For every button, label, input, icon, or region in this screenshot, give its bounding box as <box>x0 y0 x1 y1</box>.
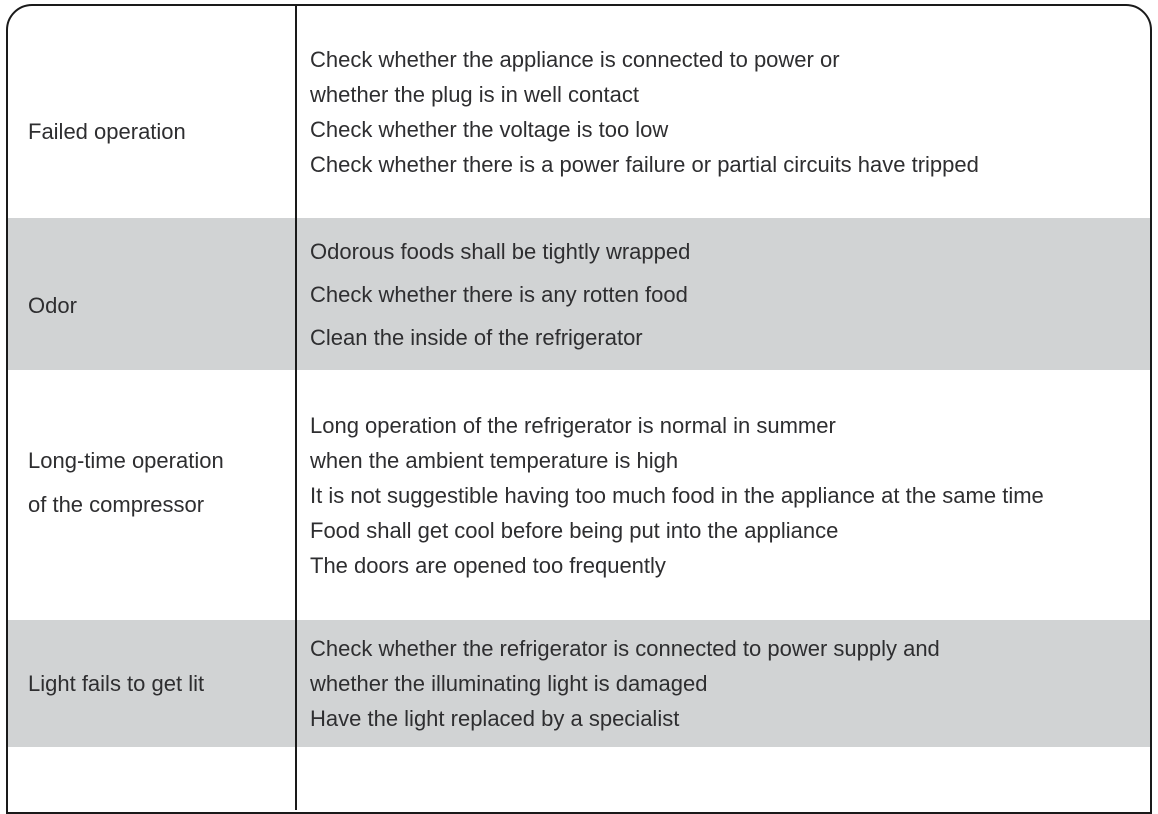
solution-line: Check whether the voltage is too low <box>310 117 669 142</box>
solution-cell <box>297 6 1150 218</box>
solution-cell <box>297 747 1150 810</box>
solution-line: The doors are opened too frequently <box>310 552 666 578</box>
solution-line: whether the plug is in well contact <box>310 82 639 107</box>
solution-line: Check whether there is a power failure or partial circuits have tripped <box>310 152 979 177</box>
problem-label: Odor <box>28 292 77 318</box>
solution-cell <box>297 620 1150 747</box>
solution-line: Have the light replaced by a specialist <box>310 706 680 731</box>
problem-label: Long-time operation <box>28 448 224 473</box>
solution-line: Check whether the appliance is connected to power or <box>310 47 840 72</box>
problem-cell <box>8 620 297 747</box>
table-row-cutoff <box>8 747 1150 810</box>
solution-line: whether the illuminating light is damaged <box>310 671 708 696</box>
problem-cell <box>8 747 297 810</box>
problem-label: Light fails to get lit <box>28 671 205 696</box>
solution-line: Food shall get cool before being put into the appliance <box>310 517 839 543</box>
table-row-long-time-operation <box>8 370 1150 620</box>
problem-cell <box>8 370 297 620</box>
solution-line: Check whether the refrigerator is connected to power supply and <box>310 636 940 661</box>
solution-line: Clean the inside of the refrigerator <box>310 324 643 350</box>
solution-line: when the ambient temperature is high <box>310 447 679 473</box>
problem-label: of the compressor <box>28 492 205 517</box>
troubleshooting-table <box>6 4 1152 814</box>
solution-line: Odorous foods shall be tightly wrapped <box>310 238 691 264</box>
table-row-failed-operation <box>8 6 1150 218</box>
solution-line: Check whether there is any rotten food <box>310 281 688 307</box>
solution-cell <box>297 370 1150 620</box>
problem-cell <box>8 6 297 218</box>
table-row-light-fails <box>8 620 1150 747</box>
solution-cell <box>297 218 1150 370</box>
solution-line: Long operation of the refrigerator is normal in summer <box>310 412 836 438</box>
solution-line: It is not suggestible having too much food in the appliance at the same time <box>310 482 1044 508</box>
problem-cell <box>8 218 297 370</box>
problem-label: Failed operation <box>28 118 186 144</box>
table-row-odor <box>8 218 1150 370</box>
